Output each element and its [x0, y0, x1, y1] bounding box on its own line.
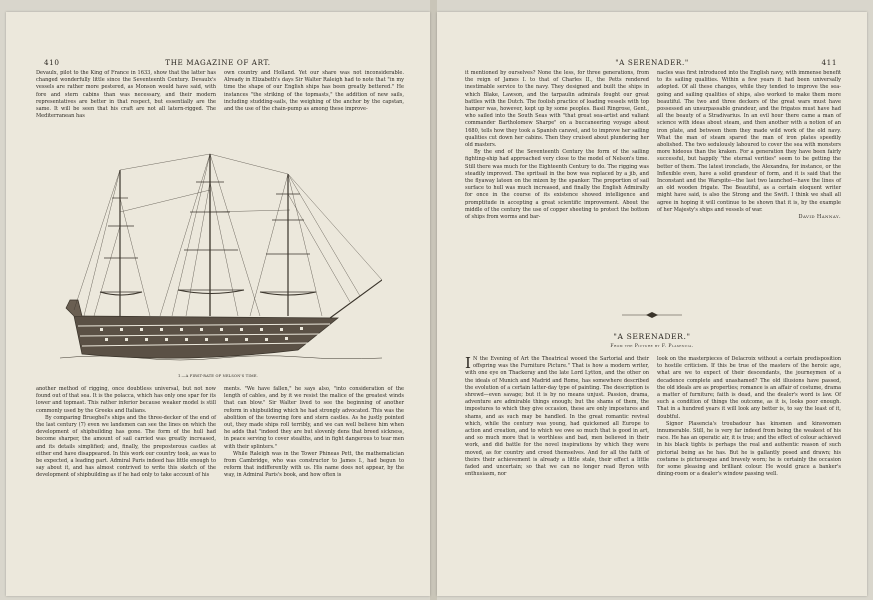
- left-col2-bottom-text-2: While Raleigh was in the Tower Phineas Pett, the mathematician from Cambridge, who was constructor to James I., had begun to reform that indifferently with us. His name does not appear, by the way, in Admiral Paris's book, and how often is: [224, 450, 404, 479]
- ornamental-divider: [622, 311, 682, 319]
- book-gutter: [430, 0, 437, 600]
- left-col1-bottom: [36, 386, 216, 480]
- left-col2-bottom: [224, 386, 404, 480]
- right-page: [437, 12, 867, 596]
- ship-illustration: [60, 150, 382, 370]
- right-col2-text: nacles was first introduced into the English navy, with immense benefit to its sailing qualities. Within a few years it had been universally adopted. Of all these changes, while they tended to improve the sea-going and sailing qualities of ships, also worked to make them more beautiful. The two and three deckers of the great wars must have possessed an unsurpassable grandeur, and the frigates must have had all the beauty of a Stradivarius. In an evil hour there came a man of science with ideas about steam, and then another with a notion of an iron plate, and between them they made wild work of the old navy. What the man of steam spared the man of iron plates speedily abolished. The two sedulously laboured to cover the sea with monsters more hideous than the kraken. For a generation they have been fairly successful, but happily "the eternal verities" seem to be getting the better of them. The latest ironclads, the Alexandra, for instance, or the Inflexible even, have a solid grandeur of form, and it is said that the Inconstant and the Warspite—the last two launched—have the lines of an old wooden frigate. The Beautiful, as a certain eloquent writer might have said, is also the Strong and the Swift. I think we shall all agree in hoping it will continue to be shown that it is, by the example of her Majesty's ships and vessels of war.: [657, 70, 841, 213]
- drop-cap: I: [465, 354, 471, 372]
- right-col1-text-2: By the end of the Seventeenth Century the form of the sailing fighting-ship had approached very close to the model of Nelson's time. Still there was much for the Eighteenth Century to do. The rigging was steadily improved. The spritsail in the bow was replaced by a jib, and the flyaway lateen on the mizen by the spanker. The proportion of sail surface to hull was much increased, and finally the English Admiralty for once in the course of its existence showed intelligence and promptitude in accepting a great scientific improvement. About the middle of the century the use of copper sheeting to protect the bottom of ships from worms and bar-: [465, 149, 649, 221]
- right-col1: [465, 70, 649, 221]
- left-col1-bottom-text: another method of rigging, once doubtless universal, but not now found out of that sea. It is the polacca, which has only one spar for its lower and topmast. This rather inferior because weaker model is still commonly used by the Greeks and Italians.: [36, 386, 216, 414]
- left-col1-top-text: Devaulx, pilot to the King of France in 1633, show that the latter has changed wonderfully little since the Seventeenth Century. Devaulx's vessels are rather more pestered, as Monson would have said, with fore and stern cabins than was necessary, and their modern representatives are better in that respect, but essentially are the same. It will be seen that his craft are not all latern-rigged. The Mediterranean has: [36, 70, 216, 120]
- right-running-head: "A SERENADER.": [615, 58, 689, 67]
- right-page-number: 411: [821, 58, 837, 67]
- author-signature: David Hannay.: [798, 214, 841, 221]
- right-col1-text: it mentioned by ourselves? None the less, for three generations, from the reign of James I. to that of Charles II., the Petts rendered inestimable service to the navy. They designed and built the ships in which Blake, Lawson, and the tarpaulin admirals fought our great battles with the Dutch. The foolish practice of loading vessels with top hamper was, however, kept up by some peoples. Basil Ringrose, Gent., who sailed into the South Seas with "that great sea-artist and valiant commander Bartholomew Sharpe" on a buccaneering voyage about 1680, tells how they took a Spanish caravel, and to improve her sailing qualities cut down her cabins. Then they cruised about plundering her old masters.: [465, 70, 649, 149]
- left-page-number: 410: [44, 58, 60, 67]
- article-col2: [657, 356, 841, 478]
- figure-caption: 1.—A FIRST-RATE OF NELSON'S TIME.: [178, 374, 258, 378]
- article-title: "A SERENADER.": [613, 332, 691, 341]
- left-page: [6, 12, 430, 596]
- article-col1: [465, 356, 649, 478]
- left-running-head: THE MAGAZINE OF ART.: [165, 58, 271, 67]
- left-col1-bottom-text-2: By comparing Brueghel's ships and the three-decker of the end of the last century (7) even we landsmen can see the lines on which the development of shipbuilding has gone. The form of the hull had become sharper, the amount of sail carried was greatly increased, and its details simplified; and, finally, the preposterous castles at either end have disappeared. In this work our country took, as was to be expected, a leading part. Admiral Paris indeed has little enough to say about it, and has almost contrived to write this sketch of the development of shipbuilding as if he had only to take account of his: [36, 414, 216, 479]
- left-col1-top: [36, 70, 216, 120]
- left-col2-top: [224, 70, 404, 113]
- left-col2-bottom-text: ments. "We have fallen," he says also, "into consideration of the length of cables, and by it we resist the malice of the greatest winds that can blow." Sir Walter lived to see the beginning of another reform in shipbuilding which he had strongly advocated. This was the abolition of the towering fore and stern castles. As he justly pointed out, they made ships roll terribly, and we can well believe him when he adds that "indeed they are but slovenly dens that breed sickness, in peace serving to cover stealths, and in fight dangerous to tear men with their splinters.": [224, 386, 404, 450]
- article-subtitle: From the Picture by F. Plasencia.: [610, 344, 694, 349]
- article-col2-text: look on the masterpieces of Delacroix without a certain predisposition to hostile criticism. If this be true of the masters of the heroic age, what are we to expect of their descendants, the journeymen of a decadence complete and unashamed? The old illusions have passed, the old ideals are as properties; romance is an affair of costume, drama a matter of furniture; faith is dead, and the dealer's word is law. Of such a condition of things the outcome, as it is, looks poor enough. That in a hundred years it will look any better is, to say the least of it, doubtful.: [657, 356, 841, 420]
- left-col2-top-text: own country and Holland. Yet our share was not inconsiderable. Already in Elizabeth's days Sir Walter Raleigh had to note that "in my time the shape of our English ships has been greatly bettered." He instances "the striking of the topmasts," the addition of new sails, including studding-sails, the weighing of the anchor by the capstan, and the use of the chain-pump as among these improve-: [224, 70, 404, 113]
- right-col2: [657, 70, 841, 221]
- article-col2-text-2: Signor Plasencia's troubadour has kinsmen and kinswomen innumerable. Still, he is very far indeed from being the weakest of his race. He has an operatic air, it is true; and the effect of colour achieved in his black tights is perhaps the real and authentic reason of such pictorial being as he has. But he is gallantly posed and drawn; his costume is picturesque and bravely worn; he is certainly the occasion for some pleasing and brilliant colour. He would grace a banker's dining-room or a dealer's window passing well.: [657, 420, 841, 478]
- article-col1-text: N the Evening of Art the Theatrical wooed the Sartorial and their offspring was the Furniture Picture." That is how a modern writer, with one eye on Thackeray and the late Lord Lytton, and the other on the ideals of Munich and Madrid and Rome, has somewhere described the evolution of a certain latter-day type of painting. The description is shrewd—even savage; but it is by no means unjust. Passion, drama, adventure are admirable things enough; but the shams of them, the impostures to which they give occasion, these are only impostures and shams, and as such may be handled. In the great romantic revival which, while the century was young, had quickened all Europe to action and creation, and to which we owe so much that is good in art, and so much more that is worthless and bad, men believed in their work, and did battle for the novel inspirations by which they were moved, as for country and creed themselves. And for all the faith of theirs their achievement is already a little stale, their effect a little faded and uncertain; so that we can no longer read Byron with enthusiasm, nor: [465, 356, 649, 478]
